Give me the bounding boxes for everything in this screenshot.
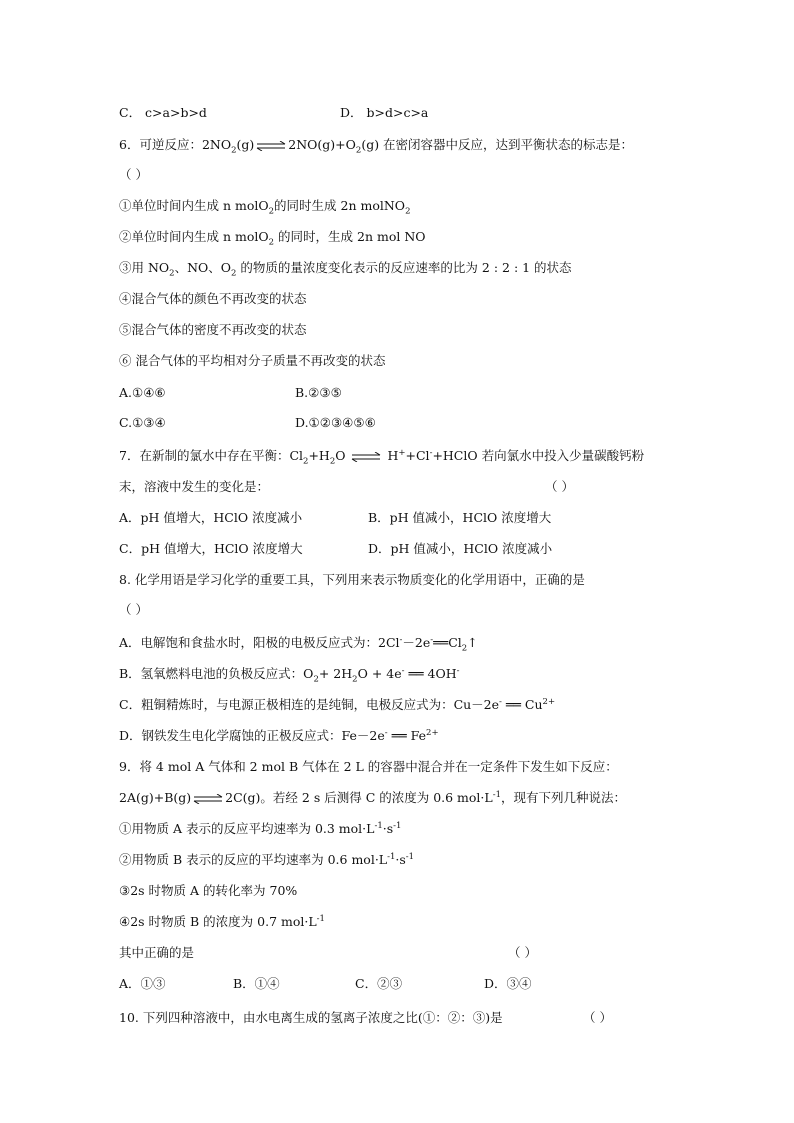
q6-statement-2: ②单位时间内生成 n molO$_2$ 的同时，生成 2n mol NO: [119, 229, 426, 248]
q9-option-d: D．③④: [484, 976, 532, 991]
q9-option-b: B．①④: [233, 976, 280, 991]
q7-option-b: B．pH 值减小，HClO 浓度增大: [368, 510, 552, 525]
q8-option-d: D．钢铁发生电化学腐蚀的正极反应式：Fe－2e- ══ $Fe^{2+}$: [119, 727, 439, 743]
q9-which-correct: 其中正确的是: [119, 945, 195, 960]
q9-statement-2: ②用物质 B 表示的反应的平均速率为 0.6 $mol\cdot L^{-1}\cdot s^{-1}$: [119, 851, 415, 867]
q7-option-d: D．pH 值减小，HClO 浓度减小: [368, 541, 553, 556]
q9-stem: 9．将 4 mol A 气体和 2 mol B 气体在 2 L 的容器中混合并在一定条件下发生如下反应：: [119, 759, 618, 774]
q9-statement-4: ④2s 时物质 B 的浓度为 0.7 $mol\cdot L^{-1}$: [119, 913, 325, 929]
q6-option-d: D.①②③④⑤⑥: [295, 415, 376, 430]
q6-option-b: B.②③⑤: [295, 385, 342, 400]
q6-statement-5: ⑤混合气体的密度不再改变的状态: [119, 322, 307, 337]
q6-statement-1: ①单位时间内生成 n molO$_2$的同时生成 2n molNO$_2$: [119, 198, 411, 217]
q9-option-c: C．②③: [355, 976, 403, 991]
equilibrium-arrow-icon: [347, 452, 385, 462]
q7-stem-line2: 末，溶液中发生的变化是：: [119, 479, 270, 494]
q10-stem: 10. 下列四种溶液中，由水电离生成的氢离子浓度之比(①：②：③)是: [119, 1010, 503, 1025]
q5-option-c: C． c>a>b>d: [119, 105, 207, 120]
q5-option-d: D． b>d>c>a: [340, 105, 429, 120]
q7-option-a: A．pH 值增大，HClO 浓度减小: [119, 510, 303, 525]
q8-option-b: B．氢氧燃料电池的负极反应式：$O_2+ 2H_2O + 4e^-$ ══ 4OH-: [119, 665, 460, 685]
q6-option-a: A.①④⑥: [119, 385, 166, 400]
q9-option-a: A．①③: [119, 976, 166, 991]
q8-option-c: C．粗铜精炼时，与电源正极相连的是纯铜，电极反应式为：Cu－2e- ══ $Cu^{2+}$: [119, 696, 556, 712]
q6-answer-paren: （ ）: [119, 167, 148, 182]
q7-option-c: C．pH 值增大，HClO 浓度增大: [119, 541, 303, 556]
q6-statement-3: ③用 $NO_2$、NO、$O_2$ 的物质的量浓度变化表示的反应速率的比为 2 : 2 : 1 的状态: [119, 260, 572, 279]
q8-answer-paren: （ ）: [119, 602, 148, 617]
q9-statement-1: ①用物质 A 表示的反应平均速率为 0.3 $mol\cdot L^{-1}\cdot s^{-1}$: [119, 820, 402, 836]
q6-statement-4: ④混合气体的颜色不再改变的状态: [119, 291, 307, 306]
q10-answer-paren: （ ）: [583, 1010, 612, 1025]
q8-option-a: A．电解饱和食盐水时，阳极的电极反应式为：$2Cl^--2e^-══Cl_2↑$: [119, 634, 478, 654]
q6-stem: 6．可逆反应：$2NO_2(g)$ $2NO(g)+O_2(g)$ 在密闭容器中反应，达到平衡状态的标志是：: [119, 137, 634, 156]
q6-option-c: C.①③④: [119, 415, 166, 430]
equilibrium-arrow-icon: [193, 794, 223, 804]
q9-answer-paren: （ ）: [508, 945, 537, 960]
q7-stem: 7．在新制的氯水中存在平衡：$Cl_2+H_2O$ H++Cl-+HClO 若向氯水中投入少量碳酸钙粉: [119, 447, 645, 467]
equilibrium-arrow-icon: [256, 141, 286, 151]
q6-statement-6: ⑥ 混合气体的平均相对分子质量不再改变的状态: [119, 353, 386, 368]
q9-statement-3: ③2s 时物质 A 的转化率为 70%: [119, 883, 298, 898]
q8-stem: 8. 化学用语是学习化学的重要工具，下列用来表示物质变化的化学用语中，正确的是: [119, 572, 585, 587]
q7-answer-paren: （ ）: [545, 479, 574, 494]
q9-equation: 2A(g)+B(g) 2C(g)。若经 2 s 后测得 C 的浓度为 0.6 $mol\cdot L^{-1}$，现有下列几种说法：: [119, 789, 627, 805]
